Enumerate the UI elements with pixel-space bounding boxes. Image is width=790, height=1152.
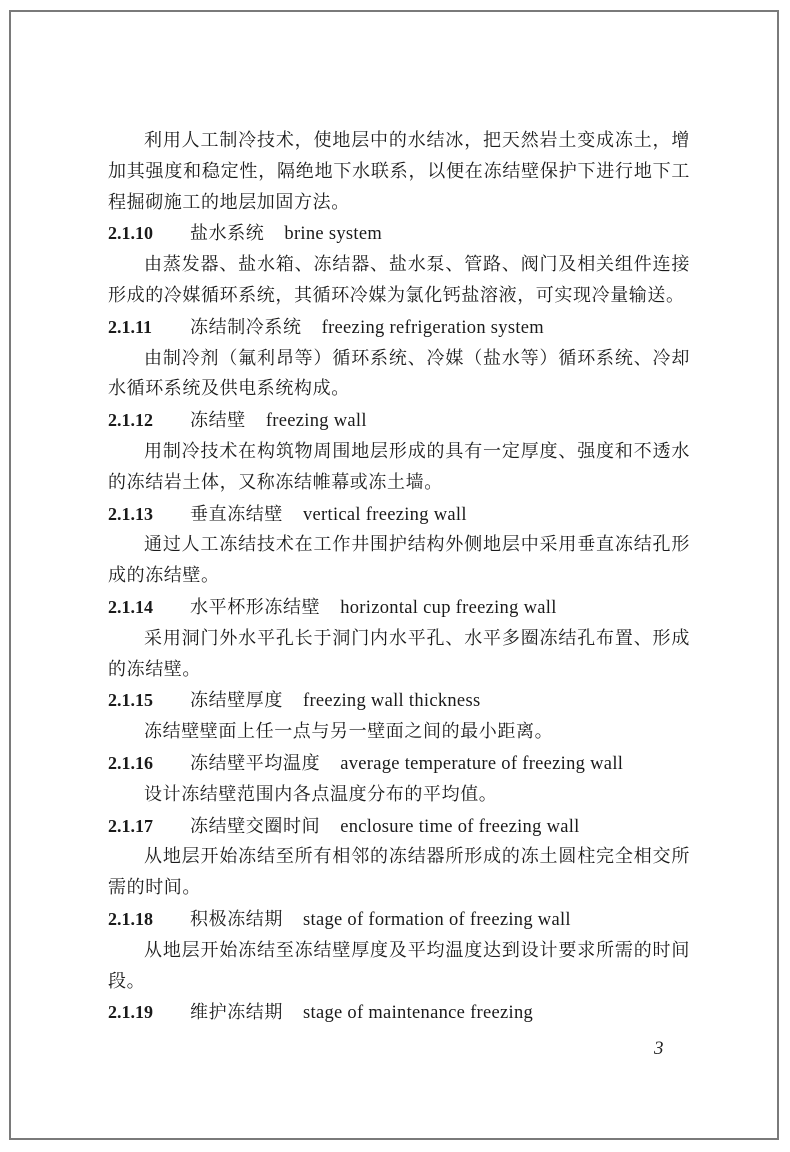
term-heading <box>108 811 690 843</box>
term-chinese: 水平杯形冻结壁 <box>190 596 321 618</box>
term-number: 2.1.17 <box>108 815 153 836</box>
term-english: average temperature of freezing wall <box>340 753 624 774</box>
term-number: 2.1.11 <box>108 316 153 337</box>
term-chinese: 冻结壁平均温度 <box>190 752 321 774</box>
term-entry-2-1-12 <box>108 405 690 498</box>
term-english: freezing wall thickness <box>303 691 481 712</box>
term-chinese: 冻结制冷系统 <box>190 316 302 338</box>
document-body <box>108 126 690 1029</box>
term-heading <box>108 997 690 1029</box>
term-chinese: 冻结壁厚度 <box>190 690 283 712</box>
term-heading <box>108 748 690 780</box>
term-number: 2.1.14 <box>108 596 153 617</box>
term-english: brine system <box>284 224 383 245</box>
term-heading <box>108 904 690 936</box>
term-number: 2.1.19 <box>108 1002 153 1023</box>
page-number: 3 <box>654 1038 664 1059</box>
term-chinese: 冻结壁 <box>190 410 246 432</box>
term-english: enclosure time of freezing wall <box>340 816 580 837</box>
term-definition: 从地层开始冻结至冻结壁厚度及平均温度达到设计要求所需的时间段。 <box>108 939 690 992</box>
term-entry-2-1-11 <box>108 312 690 405</box>
term-number: 2.1.12 <box>108 410 153 431</box>
term-heading <box>108 685 690 717</box>
term-entry-2-1-19 <box>108 997 690 1029</box>
term-entry-2-1-10 <box>108 218 690 311</box>
term-heading <box>108 218 690 250</box>
term-entry-2-1-13 <box>108 499 690 592</box>
term-heading <box>108 499 690 531</box>
term-entry-2-1-16 <box>108 748 690 811</box>
term-chinese: 盐水系统 <box>190 223 265 245</box>
term-definition: 由制冷剂（氟利昂等）循环系统、冷媒（盐水等）循环系统、冷却水循环系统及供电系统构成。 <box>108 347 690 400</box>
term-definition: 从地层开始冻结至所有相邻的冻结器所形成的冻土圆柱完全相交所需的时间。 <box>108 846 690 899</box>
term-number: 2.1.16 <box>108 752 153 773</box>
term-number: 2.1.15 <box>108 690 153 711</box>
term-definition: 用制冷技术在构筑物周围地层形成的具有一定厚度、强度和不透水的冻结岩土体，又称冻结帷幕或冻土墙。 <box>108 440 690 493</box>
term-chinese: 冻结壁交圈时间 <box>190 815 321 837</box>
term-definition: 通过人工冻结技术在工作井围护结构外侧地层中采用垂直冻结孔形成的冻结壁。 <box>108 534 690 587</box>
term-definition: 设计冻结壁范围内各点温度分布的平均值。 <box>144 783 498 805</box>
term-english: stage of formation of freezing wall <box>303 909 571 930</box>
term-heading <box>108 312 690 344</box>
term-chinese: 积极冻结期 <box>190 908 283 930</box>
term-number: 2.1.13 <box>108 503 153 524</box>
term-entry-2-1-14 <box>108 592 690 685</box>
term-english: vertical freezing wall <box>303 504 467 525</box>
term-heading <box>108 405 690 437</box>
term-number: 2.1.18 <box>108 908 153 929</box>
term-english: freezing wall <box>265 411 367 432</box>
term-entry-2-1-18 <box>108 904 690 997</box>
term-english: horizontal cup freezing wall <box>340 597 557 618</box>
intro-paragraph: 利用人工制冷技术，使地层中的水结冰，把天然岩土变成冻土，增加其强度和稳定性，隔绝地下水联系，以便在冻结壁保护下进行地下工程掘砌施工的地层加固方法。 <box>108 130 690 213</box>
term-entry-2-1-15 <box>108 685 690 748</box>
term-definition: 由蒸发器、盐水箱、冻结器、盐水泵、管路、阀门及相关组件连接形成的冷媒循环系统，其循环冷媒为氯化钙盐溶液，可实现冷量输送。 <box>108 254 690 306</box>
term-definition: 采用洞门外水平孔长于洞门内水平孔、水平多圈冻结孔布置、形成的冻结壁。 <box>108 627 690 680</box>
term-english: freezing refrigeration system <box>321 317 544 338</box>
term-heading <box>108 592 690 624</box>
term-number: 2.1.10 <box>108 223 153 244</box>
term-chinese: 维护冻结期 <box>190 1002 283 1024</box>
term-chinese: 垂直冻结壁 <box>190 503 283 525</box>
term-definition: 冻结壁壁面上任一点与另一壁面之间的最小距离。 <box>144 721 554 743</box>
term-entry-2-1-17 <box>108 811 690 904</box>
term-english: stage of maintenance freezing <box>303 1003 534 1024</box>
